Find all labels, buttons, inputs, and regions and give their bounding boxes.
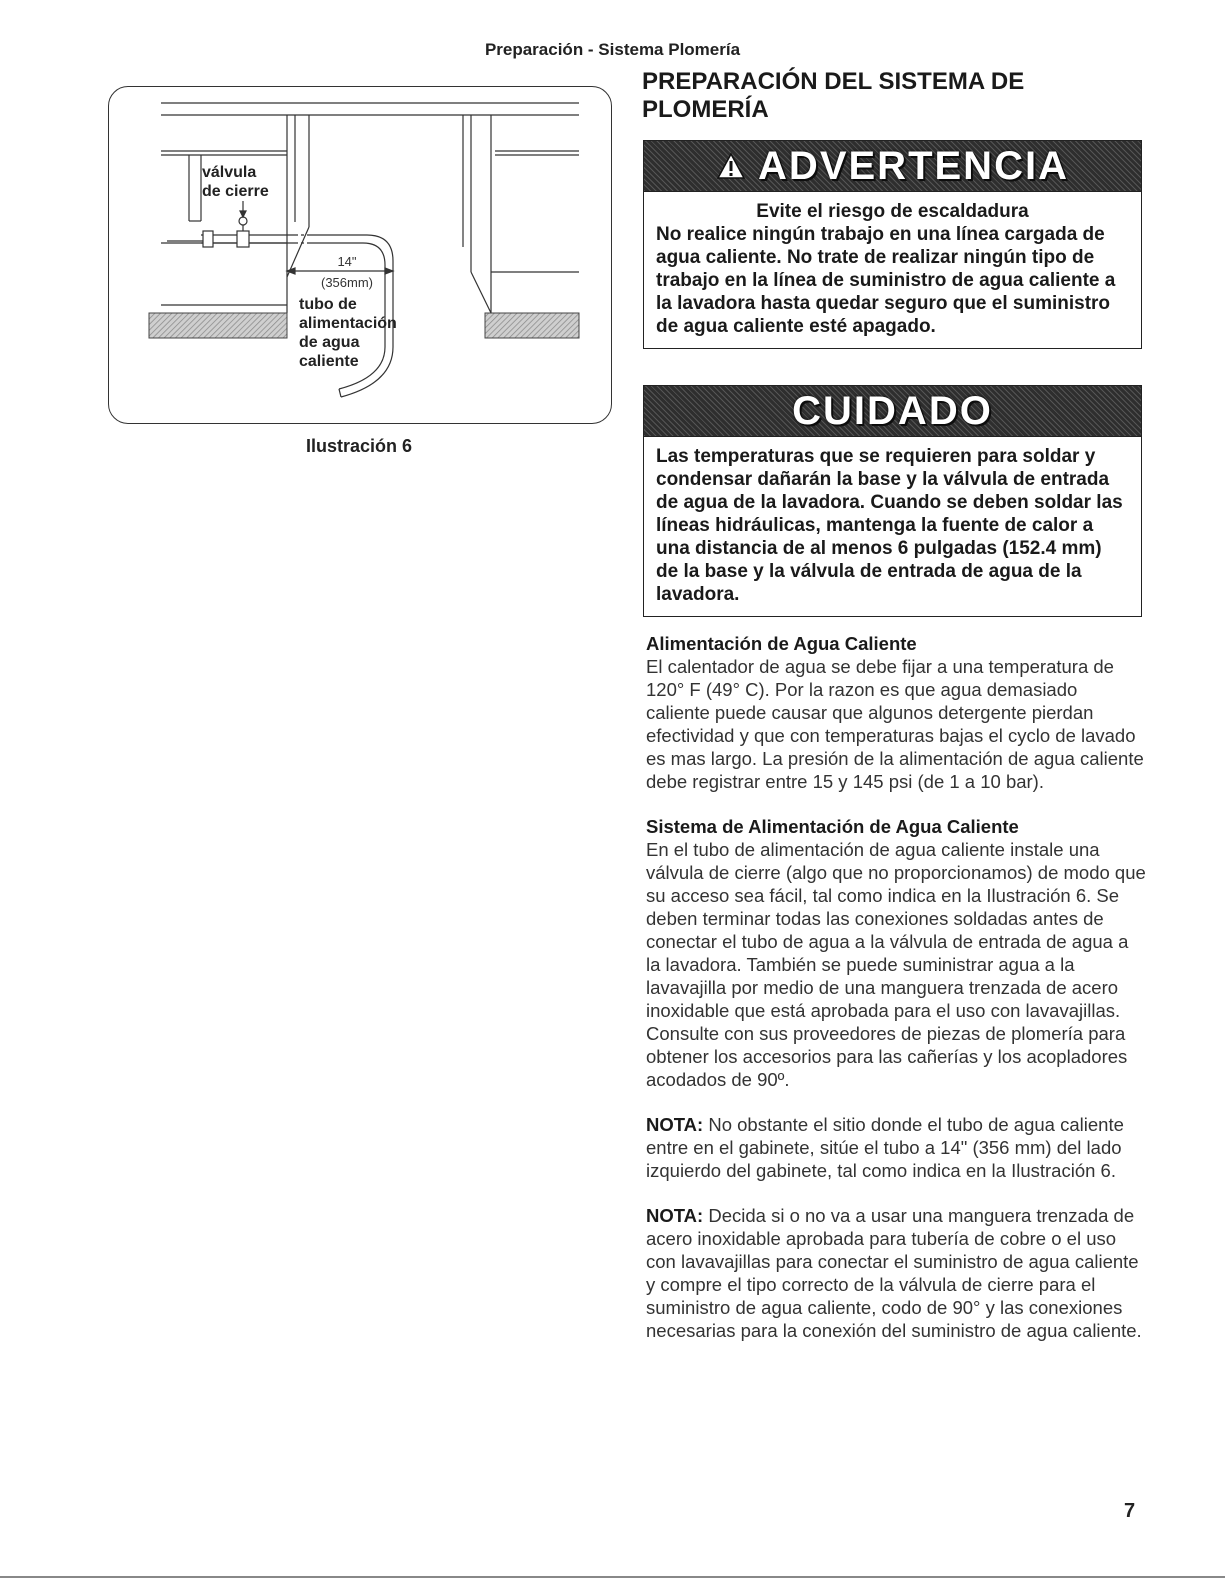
dimension-mm: (356mm) (320, 275, 373, 290)
label-supply-tube-line2: alimentación (299, 315, 397, 332)
note-2-text: Decida si o no va a usar una manguera trenzada de acero inoxidable aprobada para tubería de cobre o el uso con lavavajillas para conectar el suministro de agua caliente y compre el tipo correcto de la válvula de cierre para el suministro de agua caliente, codo de 90° y las conexiones necesarias para la conexión del suministro de agua caliente. (646, 1205, 1142, 1341)
hot-water-supply-heading: Alimentación de Agua Caliente (646, 633, 917, 654)
section-title: PREPARACIÓN DEL SISTEMA DE PLOMERÍA (642, 68, 1025, 123)
hot-water-system-heading: Sistema de Alimentación de Agua Caliente (646, 816, 1019, 837)
warning-triangle-icon (716, 152, 746, 180)
hot-water-supply-section (646, 632, 1146, 793)
running-header: Preparación - Sistema Plomería (484, 40, 741, 59)
label-supply-tube-line3: de agua (299, 334, 360, 351)
caution-banner-text: CUIDADO (792, 389, 993, 433)
caution-box (643, 385, 1142, 617)
warning-body (644, 192, 1141, 348)
label-shutoff-valve-line2: de cierre (202, 183, 269, 200)
label-supply-tube-line1: tubo de (299, 296, 357, 313)
note-1 (646, 1113, 1146, 1182)
note-2 (646, 1204, 1146, 1342)
label-shutoff-valve-line1: válvula (202, 164, 257, 181)
label-shutoff-valve (202, 163, 269, 201)
caution-body (644, 437, 1141, 616)
figure-caption: Ilustración 6 (305, 436, 413, 456)
hot-water-supply-text: El calentador de agua se debe fijar a una temperatura de 120° F (49° C). Por la razon es que agua demasiado caliente puede causar que algunos detergente pierdan efectividad y que con temperaturas bajas el cyclo de lavado es mas largo. La presión de la alimentación de agua caliente debe registrar entre 15 y 145 psi (de 1 a 10 bar). (646, 656, 1144, 792)
dimension-label (317, 254, 377, 290)
warning-box (643, 140, 1142, 349)
hot-water-system-text: En el tubo de alimentación de agua caliente instale una válvula de cierre (algo que no proporcionamos) de modo que su acceso sea fácil, tal como indica en la Ilustración 6. Se deben terminar todas las conexiones soldadas antes de conectar el tubo de agua a la válvula de entrada de agua a la lavadora. También se puede suministrar agua a la lavavajilla por medio de una manguera trenzada de acero inoxidable que está aprobada para el uso con lavavajillas. Consulte con sus proveedores de piezas de plomería para obtener los accesorios para las cañerías y los acopladores acodados de 90º. (646, 839, 1146, 1090)
main-content (646, 632, 1146, 1364)
note-1-label: NOTA: (646, 1114, 704, 1135)
hot-water-system-section (646, 815, 1146, 1091)
warning-text: No realice ningún trabajo en una línea cargada de agua caliente. No trate de realizar ningún tipo de trabajo en la línea de suministro de agua caliente a la lavadora hasta quedar seguro que el suministro de agua caliente esté apagado. (656, 224, 1116, 337)
caution-text: Las temperaturas que se requieren para soldar y condensar dañarán la base y la válvula de entrada de agua de la lavadora. Cuando se deben soldar las líneas hidráulicas, mantenga la fuente de calor a una distancia de al menos 6 pulgadas (152.4 mm) de la base y la válvula de entrada de agua de la lavadora. (656, 446, 1123, 605)
note-1-text: No obstante el sitio donde el tubo de agua caliente entre en el gabinete, sitúe el tubo a 14" (356 mm) del lado izquierdo del gabinete, tal como indica en la Ilustración 6. (646, 1114, 1124, 1181)
warning-banner (644, 141, 1141, 192)
warning-subtitle: Evite el riesgo de escaldadura (756, 201, 1029, 222)
label-supply-tube (299, 295, 397, 371)
illustration-6-figure (108, 86, 612, 424)
bottom-rule (0, 1576, 1225, 1578)
label-supply-tube-line4: caliente (299, 353, 359, 370)
page-number: 7 (1124, 1500, 1136, 1522)
note-2-label: NOTA: (646, 1205, 704, 1226)
warning-banner-text: ADVERTENCIA (758, 144, 1069, 188)
dimension-inches: 14" (337, 254, 357, 269)
caution-banner (644, 386, 1141, 437)
